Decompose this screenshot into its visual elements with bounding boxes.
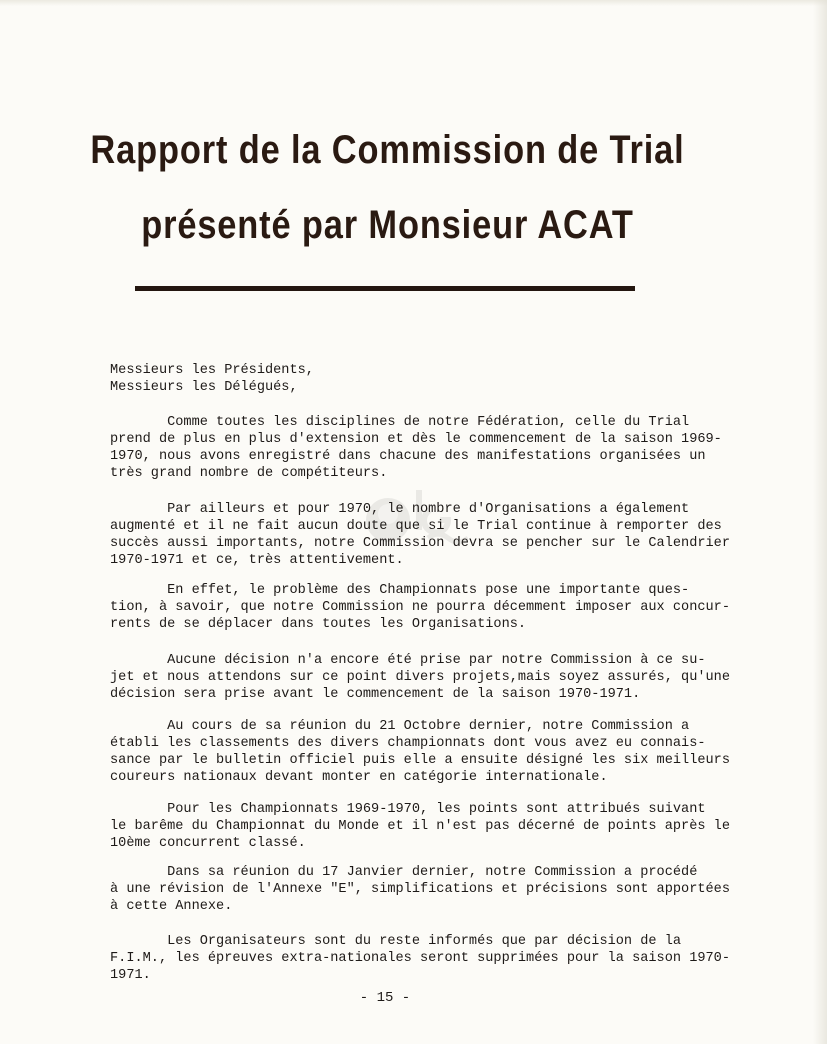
paragraph-4-line-3: décision sera prise avant le commencement de la saison 1970-1971. <box>110 687 641 702</box>
paragraph-6-line-1: Pour les Championnats 1969-1970, les points sont attribués suivant <box>110 802 706 817</box>
paragraph-2-line-4: 1970-1971 et ce, très attentivement. <box>110 553 404 568</box>
paragraph-7-line-2: à une révision de l'Annexe "E", simplifications et précisions sont apportées <box>110 882 730 897</box>
paragraph-1-line-3: 1970, nous avons enregistré dans chacune des manifestations organisées un <box>110 449 706 464</box>
paragraph-4-line-2: jet et nous attendons sur ce point divers projets,mais soyez assurés, qu'une <box>110 670 730 685</box>
paragraph-5-line-3: sance par le bulletin officiel puis elle a ensuite désigné les six meilleurs <box>110 753 730 768</box>
paragraph-1-line-1: Comme toutes les disciplines de notre Fédération, celle du Trial <box>110 415 690 430</box>
paragraph-4-line-1: Aucune décision n'a encore été prise par notre Commission à ce su- <box>110 653 706 668</box>
paragraph-3-line-1: En effet, le problème des Championnats pose une importante ques- <box>110 583 690 598</box>
title-line-2: présenté par Monsieur ACAT <box>141 203 634 247</box>
title-line-1: Rapport de la Commission de Trial <box>90 128 685 172</box>
paragraph-7-line-3: à cette Annexe. <box>110 899 233 914</box>
paragraph-2-line-2: augmenté et il ne fait aucun doute que si le Trial continue à remporter des <box>110 519 722 534</box>
paragraph-2-line-3: succès aussi importants, notre Commission devra se pencher sur le Calendrier <box>110 536 730 551</box>
paragraph-8-line-1: Les Organisateurs sont du reste informés que par décision de la <box>110 934 682 949</box>
right-edge-shadow <box>813 0 827 1044</box>
top-edge-shadow <box>0 0 827 6</box>
paragraph-8-line-2: F.I.M., les épreuves extra-nationales seront supprimées pour la saison 1970- <box>110 951 730 966</box>
paragraph-5-line-4: coureurs nationaux devant monter en catégorie internationale. <box>110 770 608 785</box>
paragraph-2-line-1: Par ailleurs et pour 1970, le nombre d'Organisations a également <box>110 502 690 517</box>
title-underline-rule <box>135 286 635 291</box>
salutation-line-1: Messieurs les Présidents, <box>110 363 314 378</box>
paragraph-5-line-1: Au cours de sa réunion du 21 Octobre dernier, notre Commission a <box>110 719 690 734</box>
salutation-line-2: Messieurs les Délégués, <box>110 380 298 395</box>
paragraph-8-line-3: 1971. <box>110 968 151 983</box>
paragraph-6-line-3: 10ème concurrent classé. <box>110 836 306 851</box>
paragraph-1-line-2: prend de plus en plus d'extension et dès le commencement de la saison 1969- <box>110 432 722 447</box>
page-number: - 15 - <box>359 990 411 1006</box>
paragraph-6-line-2: le barême du Championnat du Monde et il n'est pas décerné de points après le <box>110 819 730 834</box>
paragraph-7-line-1: Dans sa réunion du 17 Janvier dernier, notre Commission a procédé <box>110 865 698 880</box>
paragraph-3-line-3: rents de se déplacer dans toutes les Organisations. <box>110 617 527 632</box>
paragraph-1-line-4: très grand nombre de compétiteurs. <box>110 466 388 481</box>
paragraph-5-line-2: établi les classements des divers championnats dont vous avez eu connais- <box>110 736 706 751</box>
paragraph-3-line-2: tion, à savoir, que notre Commission ne pourra décemment imposer aux concur- <box>110 600 730 615</box>
